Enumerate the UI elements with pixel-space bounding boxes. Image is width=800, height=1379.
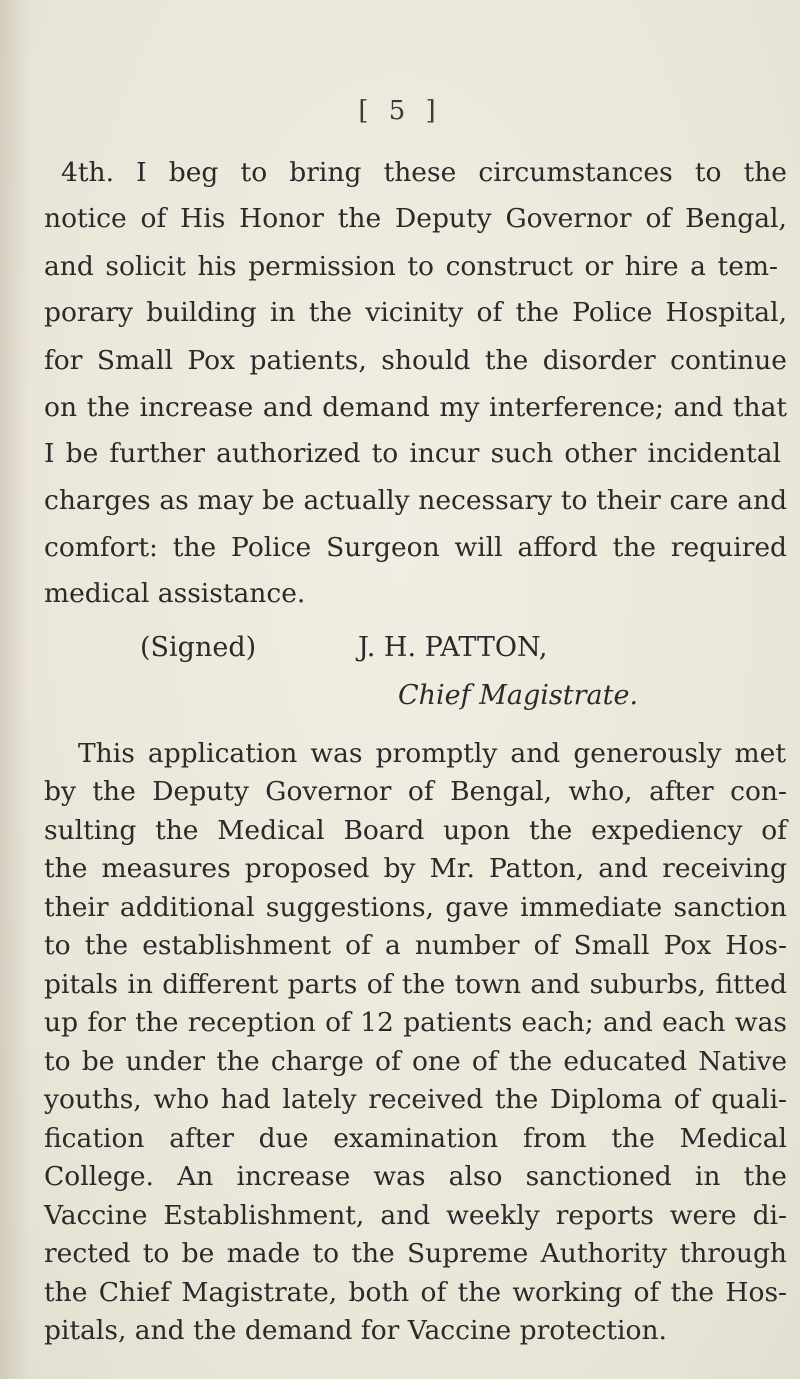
paragraph-line: their additional suggestions, gave immediate sanction	[44, 892, 787, 923]
paragraph-line: notice of His Honor the Deputy Governor of Bengal,	[44, 203, 787, 234]
paragraph-line-last: medical assistance.	[44, 578, 306, 609]
paragraph-line: and solicit his permission to construct or hire a tem-	[44, 251, 778, 282]
paragraph-line: comfort: the Police Surgeon will afford the required	[44, 532, 788, 563]
paragraph-line: porary building in the vicinity of the Police Hospital,	[44, 297, 788, 328]
paragraph-line: rected to be made to the Supreme Authority through	[44, 1238, 788, 1269]
paragraph-line: This application was promptly and generously met	[78, 738, 786, 769]
paragraph-line: pitals in different parts of the town and suburbs, fitted	[44, 969, 787, 1000]
signatory-name: J. H. PATTON,	[358, 632, 548, 663]
paragraph-line: for Small Pox patients, should the disorder continue	[44, 345, 787, 376]
paragraph-line: sulting the Medical Board upon the expediency of	[44, 815, 787, 846]
paragraph-line: Vaccine Establishment, and weekly reports were di-	[44, 1200, 787, 1231]
paragraph-line-last: pitals, and the demand for Vaccine protection.	[44, 1315, 667, 1346]
paragraph-line: up for the reception of 12 patients each; and each was	[44, 1007, 787, 1038]
signed-label: (Signed)	[140, 632, 257, 663]
paragraph-line: by the Deputy Governor of Bengal, who, after con-	[44, 776, 787, 807]
paragraph-line: charges as may be actually necessary to their care and	[44, 485, 788, 516]
paragraph-line: on the increase and demand my interference; and that	[44, 392, 788, 423]
page-edge-shadow	[0, 0, 30, 1379]
paragraph-line: youths, who had lately received the Diploma of quali-	[44, 1084, 788, 1115]
paragraph-line: I be further authorized to incur such other incidental	[44, 438, 781, 469]
paragraph-line: to the establishment of a number of Small Pox Hos-	[44, 930, 787, 961]
paragraph-line: 4th. I beg to bring these circumstances to the	[61, 157, 787, 188]
paragraph-line: to be under the charge of one of the educated Native	[44, 1046, 787, 1077]
signatory-title: Chief Magistrate.	[398, 680, 639, 711]
page-number: [ 5 ]	[358, 96, 442, 126]
paragraph-line: the Chief Magistrate, both of the working of the Hos-	[44, 1277, 787, 1308]
paragraph-line: College. An increase was also sanctioned in the	[44, 1161, 787, 1192]
paragraph-line: the measures proposed by Mr. Patton, and receiving	[44, 853, 787, 884]
paragraph-line: fication after due examination from the Medical	[44, 1123, 787, 1154]
